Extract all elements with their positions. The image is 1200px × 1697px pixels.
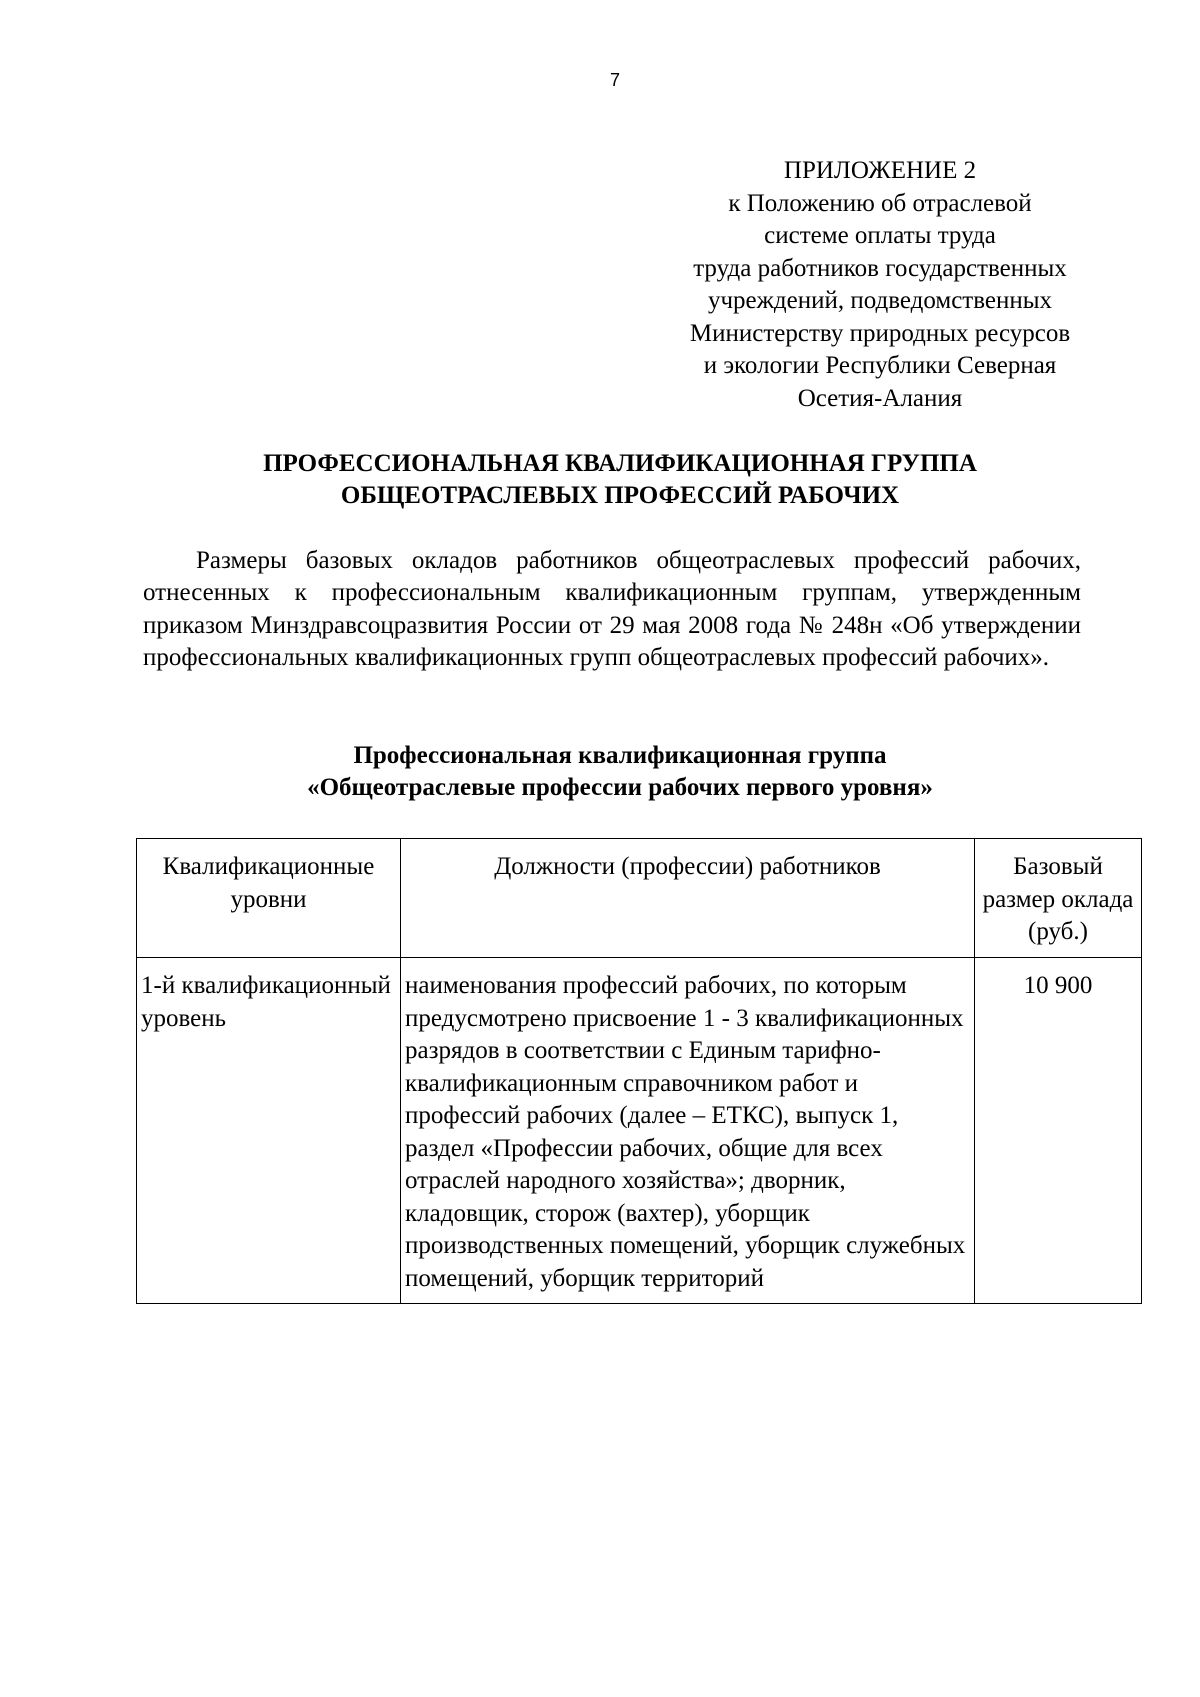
appendix-line: к Положению об отраслевой: [728, 189, 1032, 217]
appendix-line: и экологии Республики Северная: [703, 352, 1057, 379]
group-subtitle-line: Профессиональная квалификационная группа: [353, 742, 887, 769]
appendix-header: [600, 155, 1160, 415]
page-number: 7: [609, 70, 620, 90]
document-title-line: ОБЩЕОТРАСЛЕВЫХ ПРОФЕССИЙ РАБОЧИХ: [340, 482, 900, 509]
header-salary: Базовый размер оклада (руб.): [975, 839, 1142, 958]
document-title: [140, 448, 1100, 512]
table-header-row: [137, 839, 1142, 958]
appendix-line: труда работников государственных: [693, 254, 1067, 282]
header-levels: Квалификационные уровни: [137, 839, 401, 958]
table-row: [137, 958, 1142, 1304]
cell-salary: 10 900: [975, 958, 1142, 1304]
group-subtitle-line: «Общеотраслевые профессии рабочих первого уровня»: [307, 774, 933, 801]
appendix-line: Осетия-Алания: [797, 384, 963, 412]
appendix-line: системе оплаты труда: [764, 222, 996, 249]
salary-table: [136, 838, 1142, 1304]
appendix-line: Министерству природных ресурсов: [689, 319, 1071, 347]
appendix-line: ПРИЛОЖЕНИЕ 2: [783, 157, 977, 184]
cell-level: 1-й квалификационный уровень: [137, 958, 401, 1304]
group-subtitle: [140, 740, 1100, 804]
cell-positions: наименования профессий рабочих, по которым предусмотрено присвоение 1 - 3 квалификационных разрядов в соответствии с Единым тарифно-квалификационным справочником работ и профессий рабочих (далее – ЕТКС), выпуск 1, раздел «Профессии рабочих, общие для всех отраслей народного хозяйства»; дворник, кладовщик, сторож (вахтер), уборщик производственных помещений, уборщик служебных помещений, уборщик территорий: [401, 958, 975, 1304]
appendix-line: учреждений, подведомственных: [707, 287, 1053, 314]
document-title-line: ПРОФЕССИОНАЛЬНАЯ КВАЛИФИКАЦИОННАЯ ГРУППА: [263, 450, 977, 477]
header-positions: Должности (профессии) работников: [401, 839, 975, 958]
intro-paragraph: Размеры базовых окладов работников общеотраслевых профессий рабочих, отнесенных к профессиональным квалификационным группам, утвержденным приказом Минздравсоцразвития России от 29 мая 2008 года № 248н «Об утверждении профессиональных квалификационных групп общеотраслевых профессий рабочих».: [143, 547, 1081, 671]
